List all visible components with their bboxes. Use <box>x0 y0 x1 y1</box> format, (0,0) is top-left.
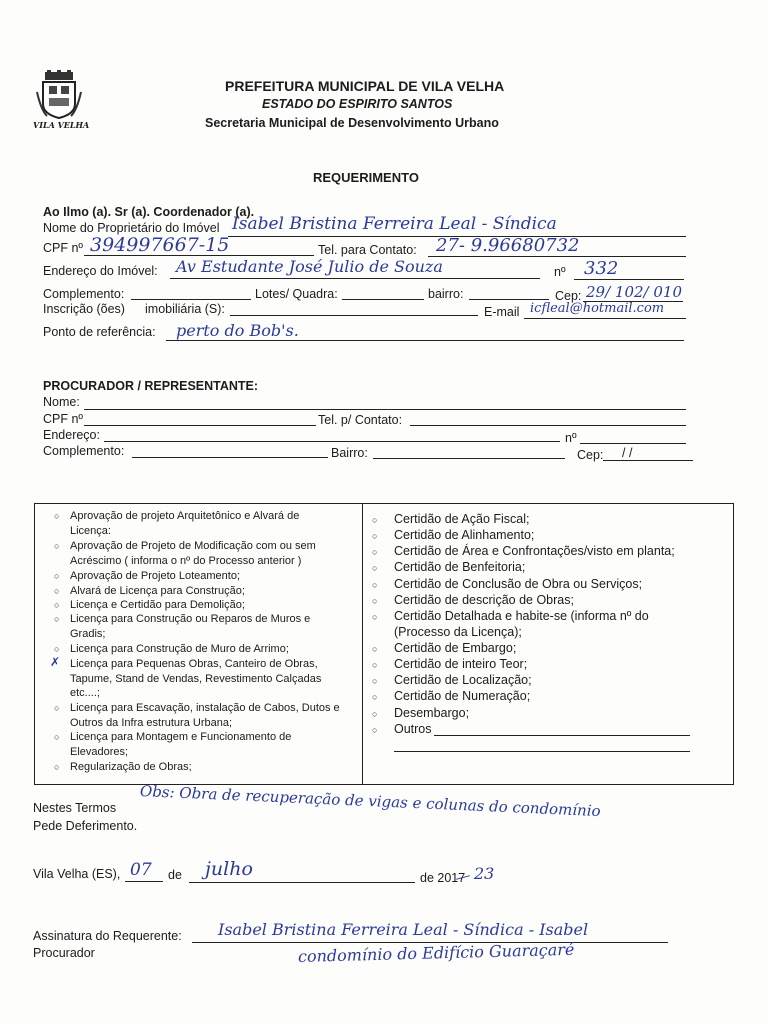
outros-line-2[interactable] <box>394 751 690 752</box>
rep-cep-field[interactable] <box>603 460 693 461</box>
radio-circle-icon[interactable]: ○ <box>54 541 60 551</box>
radio-circle-icon[interactable]: ○ <box>54 586 60 596</box>
page-title: REQUERIMENTO <box>313 170 419 185</box>
radio-circle-icon[interactable]: ○ <box>54 600 60 610</box>
option-muros-gradis[interactable]: ○ Licença para Construção ou Reparos de Muros e Gradis; <box>54 613 311 640</box>
radio-circle-icon[interactable]: ○ <box>372 660 378 670</box>
observation-handwritten: Obs: Obra de recuperação de vigas e colunas do condomínio <box>139 782 602 821</box>
month-value[interactable]: julho <box>205 858 253 880</box>
owner-cpf-value[interactable]: 394997667-15 <box>90 234 230 256</box>
owner-realestate-line <box>230 315 478 316</box>
option-alinhamento[interactable]: ○ Certidão de Alinhamento; <box>394 527 534 543</box>
radio-circle-icon[interactable]: ○ <box>372 580 378 590</box>
rep-tel-label: Tel. p/ Contato: <box>318 413 403 427</box>
radio-circle-icon[interactable]: ○ <box>372 692 378 702</box>
radio-circle-icon[interactable]: ○ <box>372 547 378 557</box>
rep-neighborhood-label: Bairro: <box>331 446 368 460</box>
option-arquitetonico[interactable]: ○ Aprovação de projeto Arquitetônico e Alvará de Licença: <box>54 510 300 537</box>
owner-address-value[interactable]: Av Estudante José Julio de Souza <box>176 257 443 276</box>
radio-circle-icon[interactable]: ○ <box>54 732 60 742</box>
option-regularizacao[interactable]: ○ Regularização de Obras; <box>54 761 192 773</box>
header-estado: ESTADO DO ESPIRITO SANTOS <box>262 97 453 111</box>
radio-circle-icon[interactable]: ○ <box>372 515 378 525</box>
rep-name-label: Nome: <box>43 395 80 409</box>
owner-tel-line <box>428 256 686 257</box>
radio-circle-icon[interactable]: ○ <box>372 709 378 719</box>
owner-number-line <box>574 279 684 280</box>
radio-circle-icon[interactable]: ○ <box>54 511 60 521</box>
owner-complement-label: Complemento: <box>43 287 125 301</box>
checkmark-icon[interactable]: ✗ <box>50 655 61 669</box>
owner-neighborhood-label: bairro: <box>428 287 464 301</box>
owner-neighborhood-line <box>469 299 549 300</box>
rep-address-label: Endereço: <box>43 428 100 442</box>
option-desembargo[interactable]: ○ Desembargo; <box>394 705 469 721</box>
option-habite-se[interactable]: ○ Certidão Detalhada e habite-se (informa nº do <box>394 608 649 624</box>
radio-circle-icon[interactable]: ○ <box>54 571 60 581</box>
owner-tel-label: Tel. para Contato: <box>318 243 417 257</box>
radio-circle-icon[interactable]: ○ <box>372 563 378 573</box>
signature-line2[interactable]: condomínio do Edifício Guaraçaré <box>297 939 575 966</box>
options-divider <box>362 503 363 784</box>
option-area-confrontacoes[interactable]: ○ Certidão de Área e Confrontações/visto em planta; <box>394 543 675 559</box>
owner-number-label: nº <box>554 265 566 279</box>
option-outros[interactable]: ○ Outros <box>394 721 432 737</box>
closing-line2: Pede Deferimento. <box>33 819 138 833</box>
owner-name-value[interactable]: Isabel Bristina Ferreira Leal - Síndica <box>232 214 557 234</box>
representative-heading: PROCURADOR / REPRESENTANTE: <box>43 379 259 393</box>
owner-name-label: Nome do Proprietário do Imóvel <box>43 221 220 235</box>
owner-cpf-label: CPF nº <box>43 241 83 255</box>
option-muro-arrimo[interactable]: ○ Licença para Construção de Muro de Arrimo; <box>54 643 289 655</box>
header-prefeitura: PREFEITURA MUNICIPAL DE VILA VELHA <box>225 78 505 94</box>
owner-email-line <box>524 318 686 319</box>
owner-complement-line <box>131 299 251 300</box>
rep-name-field[interactable] <box>84 409 686 410</box>
outros-line-1[interactable] <box>434 735 690 736</box>
rep-complement-field[interactable] <box>132 457 328 458</box>
day-line <box>125 881 163 882</box>
month-line <box>189 882 415 883</box>
radio-circle-icon[interactable]: ○ <box>372 612 378 622</box>
option-elevadores[interactable]: ○ Licença para Montagem e Funcionamento de Elevadores; <box>54 731 292 758</box>
owner-tel-value[interactable]: 27- 9.96680732 <box>436 235 580 256</box>
option-localizacao[interactable]: ○ Certidão de Localização; <box>394 672 532 688</box>
rep-cpf-label: CPF nº <box>43 412 83 426</box>
option-inteiro-teor[interactable]: ○ Certidão de inteiro Teor; <box>394 656 527 672</box>
owner-registration-label: Inscrição (ões) <box>43 302 125 316</box>
owner-reference-value[interactable]: perto do Bob's. <box>176 321 299 340</box>
radio-circle-icon[interactable]: ○ <box>372 596 378 606</box>
option-acao-fiscal[interactable]: ○ Certidão de Ação Fiscal; <box>394 511 530 527</box>
option-descricao-obras[interactable]: ○ Certidão de descrição de Obras; <box>394 592 574 608</box>
radio-circle-icon[interactable]: ○ <box>54 644 60 654</box>
option-alvara-construcao[interactable]: ○ Alvará de Licença para Construção; <box>54 585 245 597</box>
year-correction: 23 <box>474 864 495 883</box>
owner-email-value[interactable]: icfleal@hotmail.com <box>530 301 665 316</box>
owner-realestate-label: imobiliária (S): <box>145 302 225 316</box>
day-value[interactable]: 07 <box>130 860 152 880</box>
owner-address-line <box>170 278 540 279</box>
option-embargo[interactable]: ○ Certidão de Embargo; <box>394 640 516 656</box>
municipal-crest-icon <box>33 70 90 130</box>
option-habite-se-cont: (Processo da Licença); <box>394 625 522 639</box>
owner-email-label: E-mail <box>484 305 520 319</box>
rep-cep-label: Cep: <box>577 448 604 462</box>
procurador-label: Procurador <box>33 946 95 960</box>
option-modificacao[interactable]: ○ Aprovação de Projeto de Modificação com ou sem Acréscimo ( informa o nº do Processo anterior ) <box>54 540 316 567</box>
option-pequenas-obras[interactable]: ✗ Licença para Pequenas Obras, Canteiro de Obras, Tapume, Stand de Vendas, Revestimento Calçadas etc....; <box>50 655 322 699</box>
owner-reference-label: Ponto de referência: <box>43 325 156 339</box>
signature-label: Assinatura do Requerente: <box>33 929 182 943</box>
option-demolicao[interactable]: ○ Licença e Certidão para Demolição; <box>54 599 245 611</box>
option-benfeitoria[interactable]: ○ Certidão de Benfeitoria; <box>394 559 525 575</box>
radio-circle-icon[interactable]: ○ <box>372 725 378 735</box>
option-escavacao[interactable]: ○ Licença para Escavação, instalação de Cabos, Dutos e Outros da Infra estrutura Urbana; <box>54 702 340 729</box>
owner-address-label: Endereço do Imóvel: <box>43 264 158 278</box>
crest-caption: VILA VELHA <box>33 120 90 130</box>
radio-circle-icon[interactable]: ○ <box>54 703 60 713</box>
year-label: de 2017 <box>420 871 466 885</box>
rep-number-label: nº <box>565 431 577 445</box>
owner-cep-label: Cep: <box>555 289 582 303</box>
owner-reference-line <box>166 340 684 341</box>
owner-number-value[interactable]: 332 <box>584 258 619 279</box>
owner-cep-value[interactable]: 29/ 102/ 010 <box>586 283 682 301</box>
header-secretaria: Secretaria Municipal de Desenvolvimento Urbano <box>205 116 499 130</box>
place-label: Vila Velha (ES), <box>33 867 121 881</box>
rep-number-field[interactable] <box>580 443 686 444</box>
radio-circle-icon[interactable]: ○ <box>54 762 60 772</box>
radio-circle-icon[interactable]: ○ <box>372 644 378 654</box>
owner-lots-line <box>342 299 424 300</box>
option-loteamento[interactable]: ○ Aprovação de Projeto Loteamento; <box>54 570 241 582</box>
rep-cep-slashes: / / <box>622 446 633 460</box>
closing-line1: Nestes Termos <box>33 801 117 815</box>
greeting: Ao Ilmo (a). Sr (a). Coordenador (a). <box>43 205 255 219</box>
radio-circle-icon[interactable]: ○ <box>372 676 378 686</box>
rep-complement-label: Complemento: <box>43 444 125 458</box>
radio-circle-icon[interactable]: ○ <box>54 614 60 624</box>
rep-cpf-field[interactable] <box>84 425 316 426</box>
radio-circle-icon[interactable]: ○ <box>372 531 378 541</box>
rep-tel-field[interactable] <box>410 425 686 426</box>
rep-neighborhood-field[interactable] <box>373 458 565 459</box>
option-numeracao[interactable]: ○ Certidão de Numeração; <box>394 688 530 704</box>
option-conclusao-obra[interactable]: ○ Certidão de Conclusão de Obra ou Serviços; <box>394 576 642 592</box>
signature-line1[interactable]: Isabel Bristina Ferreira Leal - Síndica - Isabel <box>218 920 589 939</box>
owner-lots-label: Lotes/ Quadra: <box>255 287 338 301</box>
de-label: de <box>168 868 182 882</box>
rep-address-field[interactable] <box>104 441 560 442</box>
